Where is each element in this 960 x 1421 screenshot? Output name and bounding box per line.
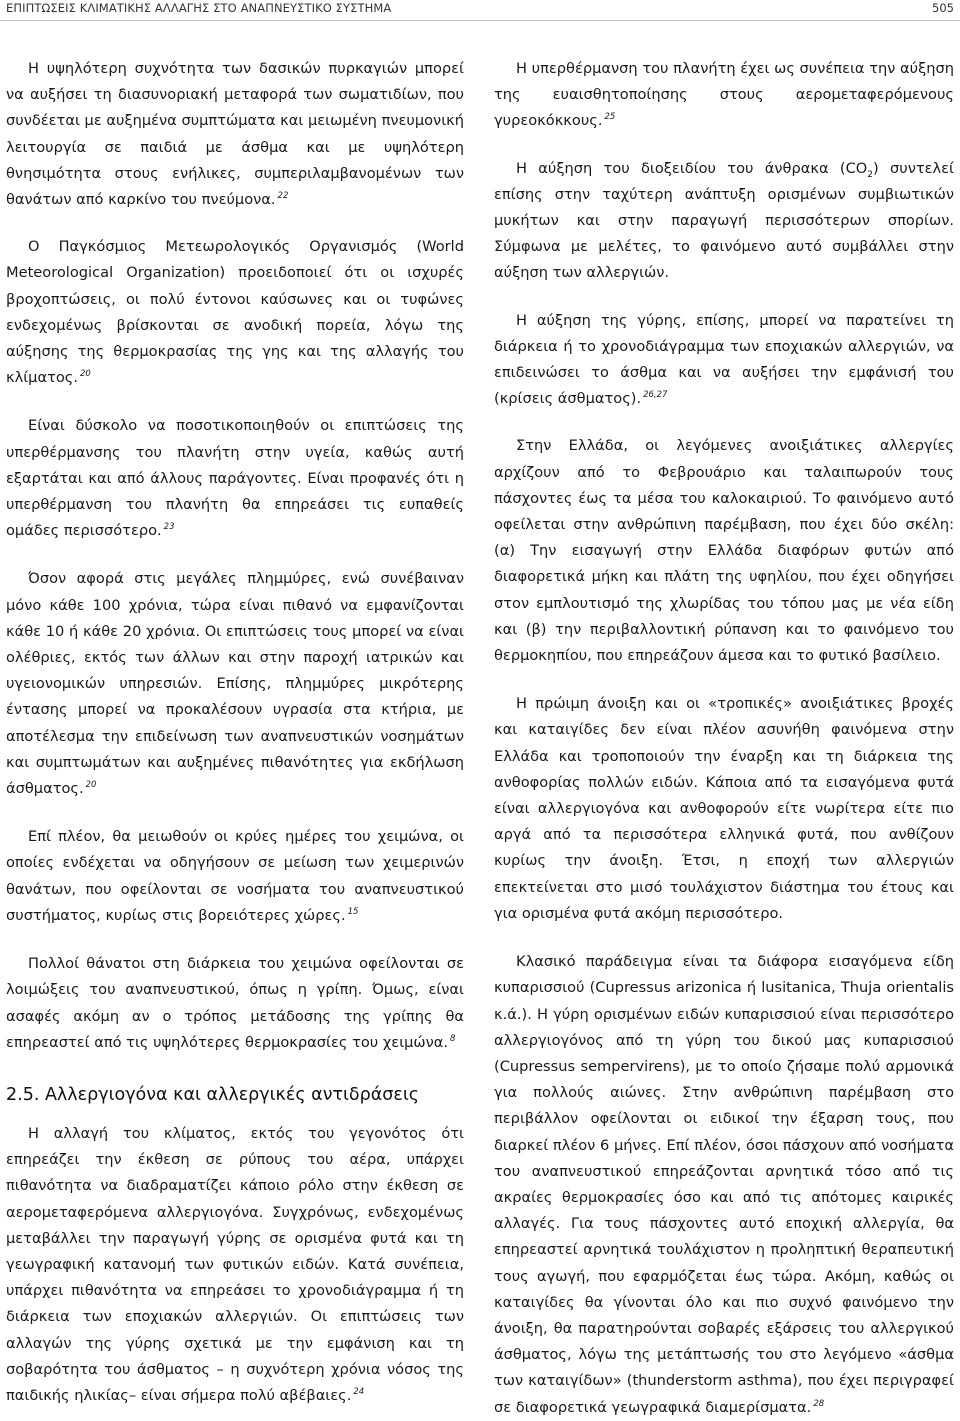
reference-mark: 15 [347,906,359,917]
paragraph-sensitization: Η υπερθέρμανση του πλανήτη έχει ως συνέπεια την αύξηση της ευαισθητοποίησης στους αερομεταφερόμενους γυρεοκόκκους. $^{25}$ [494,60,954,130]
paragraph-wmo: Ο Παγκόσμιος Μετεωρολογικός Οργανισμός (World Meteorological Organization) προειδοποιεί ότι οι ισχυρές βροχοπτώσεις, οι πολύ έντονοι καύσωνες και οι τυφώνες ενδεχομένως βρίσκονται σε ανοδική πορεία, λόγω της αύξησης της θερμοκρασίας της γης και της αλλαγής του κλίματος. $^{20}$ [6,238,464,387]
paragraph-allergens: Η αλλαγή του κλίματος, εκτός του γεγονότος ότι επηρεάζει την έκθεση σε ρύπους του αέρα, υπάρχει πιθανότητα να διαδραματίζει κάποιο ρόλο στην έκθεση σε αερομεταφερόμενα αλλεργιογόνα. Συγχρόνως, ενδεχομένως μεταβάλλει την παραγωγή γύρης σε ορισμένα φυτά και τη γεωγραφική κατανομή των φυτικών ειδών. Κατά συνέπεια, υπάρχει πιθανότητα να επηρεάσει το χρονοδιάγραμμα ή τη διάρκεια των εποχιακών αλλεργιών. Οι επιπτώσεις των αλλαγών της γύρης σχετικά με την εμφάνιση και τη σοβαρότητα του άσθματος – η συχνότερη χρόνια νόσος της παιδικής ηλικίας– είναι σήμερα πολύ αβέβαιες. $^{24}$ [6,1124,464,1404]
subscript-two: 2 [867,169,873,180]
running-header [0,0,960,21]
paragraph-cold-days: Επί πλέον, θα μειωθούν οι κρύες ημέρες του χειμώνα, οι οποίες ενδέχεται να οδηγήσουν σε μείωση των χειμερινών θανάτων, που οφείλονται σε νοσήματα του αναπνευστικού συστήματος, κυρίως στις βορειότερες χώρες. $^{15}$ [6,828,464,924]
reference-mark: 26,27 [643,390,668,401]
reference-mark: 20 [85,780,97,791]
reference-mark: 20 [80,369,91,380]
reference-mark: 28 [813,1398,825,1409]
section-heading: 2.5. Αλλεργιογόνα και αλλεργικές αντιδράσεις [6,1084,420,1105]
paragraph-floods: Όσον αφορά στις μεγάλες πλημμύρες, ενώ συνέβαιναν μόνο κάθε 100 χρόνια, τώρα είναι πιθανό να εμφανίζονται κάθε 10 ή κάθε 20 χρόνια. Οι επιπτώσεις τους μπορεί να είναι ολέθριες, εκτός των άλλων και στην παροχή ιατρικών και υγειονομικών υπηρεσιών. Επίσης, πλημμύρες μικρότερης έντασης μπορεί να προκαλέσουν υγρασία στα κτήρια, με αποτέλεσμα την επιδείνωση των αναπνευστικών νοσημάτων και συμπτωμάτων και αυξημένες πιθανότητες για εκδήλωση άσθματος. $^{20}$ [6,570,464,798]
paragraph-cypress: Κλασικό παράδειγμα είναι τα διάφορα εισαγόμενα είδη κυπαρισσιού (Cupressus arizonica ή lusitanica, Thuja orientalis κ.ά.). Η γύρη ορισμένων ειδών κυπαρισσιού είναι περισσότερο αλλεργιογόνος από τη γύρη του δικού μας κυπαρισσιού (Cupressus sempervirens), με το οποίο ζήσαμε πολύ αρμονικά για πολλούς αιώνες. Στην ανθρώπινη παρέμβαση στο περιβάλλον οφείλονται οι ειδικοί την έξαρση τους, που διαρκεί πλέον 6 μήνες. Επί πλέον, όσοι πάσχουν από νοσήματα του αναπνευστικού επηρεάζονται αρνητικά τόσο από τις ακραίες θερμοκρασίες όσο και από τις απότομες καιρικές αλλαγές. Για τους πάσχοντες αυτό εποχική αλλεργία, θα επηρεαστεί αρνητικά τουλάχιστον η προληπτική θεραπευτική τους αγωγή, που εφαρμόζεται έως τώρα. Ακόμη, καθώς οι καταιγίδες θα γίνονται όλο και πιο συχνό φαινόμενο την άνοιξη, θα παρατηρούνται σοβαρές εξάρσεις του αλλεργικού άσθματος, λόγω της μετάπτωσής του στο λεγόμενο «άσθμα των καταιγίδων» (thunderstorm asthma), που έχει περιγραφεί σε διαφορετικά γεωγραφικά διαμερίσματα. $^{28}$ [494,953,954,1416]
right-column [494,56,954,1421]
reference-mark: 23 [163,522,175,533]
paragraph-wildfires: Η υψηλότερη συχνότητα των δασικών πυρκαγιών μπορεί να αυξήσει τη διασυνοριακή μεταφορά των σωματιδίων, που συνδέεται με αυξημένα συμπτώματα και μειωμένη πνευμονική λειτουργία σε παιδιά με άσθμα και με υψηλότερη θνησιμότητα στους ενήλικες, συμπεριλαμβανομένων των θανάτων από καρκίνο του πνεύμονα. $^{22}$ [6,60,464,209]
reference-mark: 25 [604,112,616,123]
paragraph-early-spring: Η πρώιμη άνοιξη και οι «τροπικές» ανοιξιάτικες βροχές και καταιγίδες δεν είναι πλέον ασυνήθη φαινόμενα στην Ελλάδα και τροποποιούν την έναρξη και τη διάρκεια της ανθοφορίας πολλών ειδών. Κάποια από τα εισαγόμενα φυτά είναι αλλεργιογόνα και ανθοφορούν είτε νωρίτερα είτε πιο αργά από τα περισσότερα ελληνικά φυτά, που ανθίζουν κυρίως την άνοιξη. Έτσι, η εποχή των αλλεργιών επεκτείνεται στο μισό τουλάχιστον διάστημα του έτους και για ορισμένα φυτά ακόμη περισσότερο. [494,695,954,922]
paragraph-pollen-increase: Η αύξηση της γύρης, επίσης, μπορεί να παρατείνει τη διάρκεια ή το χρονοδιάγραμμα των εποχιακών αλλεργιών, να επιδεινώσει το άσθμα και να αυξήσει την εμφάνισή του (κρίσεις άσθματος). $^{26,27}$ [494,311,954,408]
running-title: ΕΠΙΠΤΩΣΕΙΣ ΚΛΙΜΑΤΙΚΗΣ ΑΛΛΑΓΗΣ ΣΤΟ ΑΝΑΠΝΕΥΣΤΙΚΟ ΣΥΣΤΗΜΑ [6,1,392,15]
page-number: 505 [932,1,954,15]
paragraph-greece-allergies: Στην Ελλάδα, οι λεγόμενες ανοιξιάτικες αλλεργίες αρχίζουν από το Φεβρουάριο και ταλαιπωρούν τους πάσχοντες έως τα μέσα του καλοκαιριού. Το φαινόμενο αυτό οφείλεται στην ανθρώπινη παρέμβαση, που έχει δύο σκέλη: (α) Την εισαγωγή στην Ελλάδα διαφόρων φυτών από διαφορετικά μήκη και πλάτη της υφηλίου, που έχει οδηγήσει στον εμπλουτισμό της χλωρίδας του τόπου μας με νέα είδη και (β) την περιβαλλοντική ρύπανση και το φαινόμενο του θερμοκηπίου, που επηρεάζουν άμεσα και το φυτικό βασίλειο. [494,437,954,665]
left-column [6,56,464,1409]
paragraph-influenza: Πολλοί θάνατοι στη διάρκεια του χειμώνα οφείλονται σε λοιμώξεις του αναπνευστικού, όπως η γρίπη. Όμως, είναι ασαφές ακόμη αν ο τρόπος μετάδοσης της γρίπης θα επηρεαστεί από τις υψηλότερες θερμοκρασίες του χειμώνα. $^8$ [6,955,464,1051]
reference-mark: 22 [277,191,289,202]
paragraph-health-impacts: Είναι δύσκολο να ποσοτικοποιηθούν οι επιπτώσεις της υπερθέρμανσης του πλανήτη στην υγεία, καθώς αυτή εξαρτάται και από άλλους παράγοντες. Είναι προφανές ότι η υπερθέρμανση του πλανήτη θα επηρεάσει τις ευπαθείς ομάδες περισσότερο. $^{23}$ [6,417,464,540]
reference-mark: 8 [450,1033,456,1044]
reference-mark: 24 [353,1386,365,1397]
paragraph-co2: Η αύξηση του διοξειδίου του άνθρακα $(CO_2)$ συντελεί επίσης στην ταχύτερη ανάπτυξη ορισμένων συμβιωτικών μυκήτων και στην παραγωγή περισσότερων σπορίων. Σύμφωνα με μελέτες, το φαινόμενο αυτό συμβάλλει στην αύξηση των αλλεργιών. [494,159,954,282]
